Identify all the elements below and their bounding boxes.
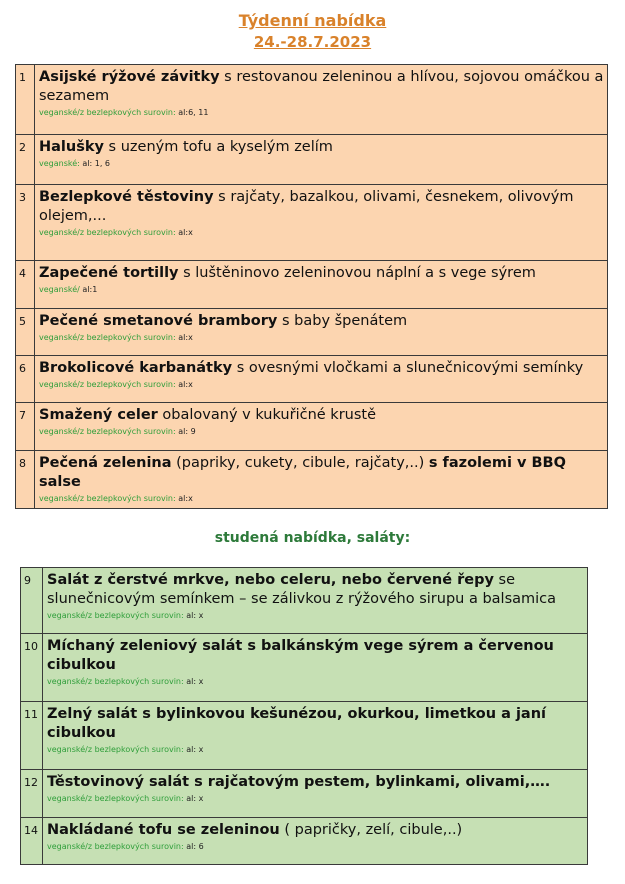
allergen-info: al:x — [175, 494, 193, 503]
item-number: 14 — [21, 818, 43, 865]
allergen-info: al: 9 — [175, 427, 196, 436]
dish-detail: s luštěninovo zeleninovou náplní a s vege sýrem — [178, 265, 536, 281]
allergen-info: al:x — [175, 380, 193, 389]
allergen-info: al: x — [183, 677, 204, 686]
dish-detail: s uzeným tofu a kyselým zelím — [103, 139, 333, 155]
diet-tag: veganské/z bezlepkových surovin: — [39, 380, 176, 389]
dish-detail: obalovaný v kukuřičné krustě — [157, 407, 377, 423]
item-description — [43, 818, 588, 865]
diet-tag: veganské/ — [39, 285, 80, 294]
diet-tag: veganské/z bezlepkových surovin: — [47, 611, 184, 620]
item-number: 12 — [21, 770, 43, 818]
item-description — [35, 451, 608, 509]
page-title: Týdenní nabídka — [238, 11, 387, 30]
dish-name: Salát z čerstvé mrkve, nebo celeru, nebo červené řepy — [47, 572, 494, 588]
dish-extra: s fazolemi v BBQ salse — [39, 455, 566, 490]
allergen-info: al:x — [175, 333, 193, 342]
dish-name: Zapečené tortilly — [39, 265, 179, 281]
item-number: 5 — [16, 309, 35, 356]
menu-row — [16, 356, 608, 403]
item-number: 4 — [16, 261, 35, 309]
dish-name: Těstovinový salát s rajčatovým pestem, bylinkami, olivami,…. — [47, 774, 551, 790]
item-number: 7 — [16, 403, 35, 451]
allergen-info: al: 6 — [183, 842, 204, 851]
item-description — [43, 702, 588, 770]
dish-name: Pečená zelenina — [39, 455, 172, 471]
diet-tag: veganské/z bezlepkových surovin: — [39, 494, 176, 503]
item-number: 11 — [21, 702, 43, 770]
item-description — [43, 770, 588, 818]
diet-tag: veganské/z bezlepkových surovin: — [39, 228, 176, 237]
menu-row — [16, 65, 608, 135]
item-description — [35, 403, 608, 451]
item-description — [35, 309, 608, 356]
item-number: 6 — [16, 356, 35, 403]
cold-menu-heading: studená nabídka, saláty: — [214, 530, 411, 546]
item-description — [43, 568, 588, 634]
dish-name: Brokolicové karbanátky — [39, 360, 233, 376]
diet-tag: veganské/z bezlepkových surovin: — [47, 794, 184, 803]
dish-name: Nakládané tofu se zeleninou — [47, 822, 280, 838]
diet-tag: veganské/z bezlepkových surovin: — [47, 745, 184, 754]
item-description — [35, 135, 608, 185]
item-number: 2 — [16, 135, 35, 185]
menu-row — [16, 261, 608, 309]
dish-name: Smažený celer — [39, 407, 158, 423]
dish-detail: s rajčaty, bazalkou, olivami, česnekem, olivovým olejem,... — [39, 189, 574, 224]
diet-tag: veganské/z bezlepkových surovin: — [47, 842, 184, 851]
dish-detail: s ovesnými vločkami a slunečnicovými semínky — [232, 360, 584, 376]
menu-row — [16, 309, 608, 356]
diet-tag: veganské/z bezlepkových surovin: — [39, 333, 176, 342]
allergen-info: al:x — [175, 228, 193, 237]
allergen-info: al:6, 11 — [175, 108, 209, 117]
dish-name: Bezlepkové těstoviny — [39, 189, 214, 205]
item-number: 8 — [16, 451, 35, 509]
dish-detail: s baby špenátem — [277, 313, 408, 329]
dish-detail: (papriky, cukety, cibule, rajčaty,..) — [171, 455, 429, 471]
dish-name: Halušky — [39, 139, 104, 155]
item-number: 1 — [16, 65, 35, 135]
menu-row — [16, 135, 608, 185]
allergen-info: al: x — [183, 611, 204, 620]
dish-detail: ( papričky, zelí, cibule,..) — [279, 822, 463, 838]
item-description — [35, 65, 608, 135]
item-description — [35, 185, 608, 261]
allergen-info: al: x — [183, 745, 204, 754]
diet-tag: veganské/z bezlepkových surovin: — [47, 677, 184, 686]
allergen-info: al:1 — [79, 285, 98, 294]
menu-row — [16, 185, 608, 261]
dish-name: Pečené smetanové brambory — [39, 313, 278, 329]
dish-name: Míchaný zeleniový salát s balkánským vege sýrem a červenou cibulkou — [47, 638, 554, 673]
item-description — [43, 634, 588, 702]
diet-tag: veganské: — [39, 159, 80, 168]
dish-detail: s restovanou zeleninou a hlívou, sojovou omáčkou a sezamem — [39, 69, 604, 104]
menu-row — [21, 770, 588, 818]
item-description — [35, 356, 608, 403]
menu-row — [16, 403, 608, 451]
item-number: 10 — [21, 634, 43, 702]
dish-name: Asijské rýžové závitky — [39, 69, 220, 85]
menu-row — [21, 568, 588, 634]
item-description — [35, 261, 608, 309]
menu-row — [16, 451, 608, 509]
dish-name: Zelný salát s bylinkovou kešunézou, okurkou, limetkou a janí cibulkou — [47, 706, 546, 741]
cold-menu-table — [20, 567, 588, 865]
item-number: 3 — [16, 185, 35, 261]
allergen-info: al: 1, 6 — [79, 159, 111, 168]
allergen-info: al: x — [183, 794, 204, 803]
menu-row — [21, 702, 588, 770]
item-number: 9 — [21, 568, 43, 634]
dish-detail: se slunečnicovým semínkem – se zálivkou z rýžového sirupu a balsamica — [47, 572, 557, 607]
menu-row — [21, 818, 588, 865]
diet-tag: veganské/z bezlepkových surovin: — [39, 108, 176, 117]
date-range: 24.-28.7.2023 — [253, 33, 372, 51]
menu-row — [21, 634, 588, 702]
diet-tag: veganské/z bezlepkových surovin: — [39, 427, 176, 436]
hot-menu-table — [15, 64, 608, 509]
